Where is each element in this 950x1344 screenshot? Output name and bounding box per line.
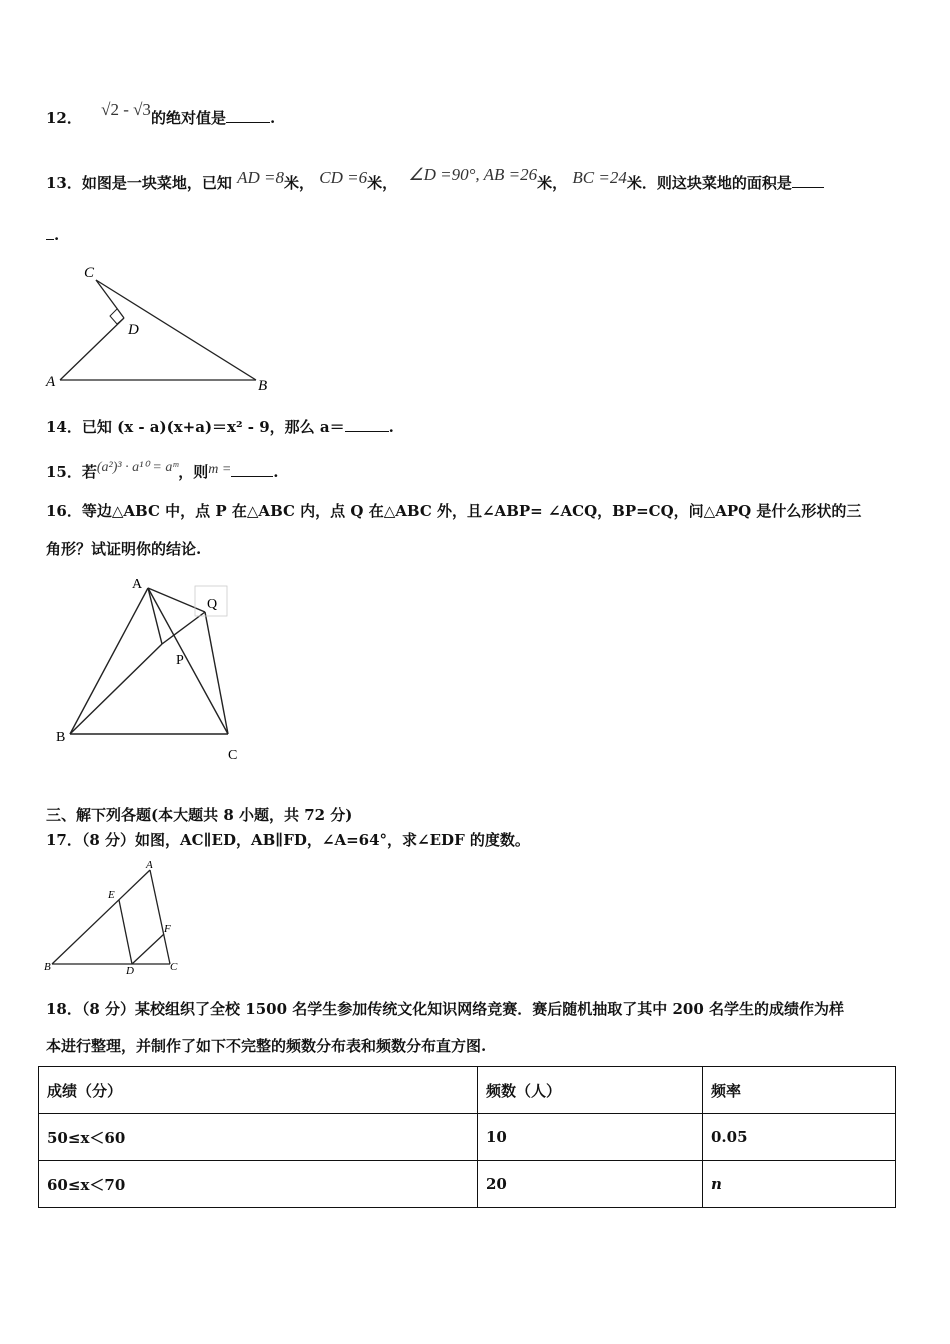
label-p: P — [176, 653, 184, 668]
table-row — [39, 1161, 896, 1208]
label-f: F — [164, 923, 171, 935]
q15-expression: (a²)³ · a¹⁰ = aᵐ — [96, 460, 179, 475]
figure-16 — [50, 572, 260, 768]
q13-unit-2: 米 — [367, 174, 383, 192]
table-cell: 60≤x＜70 — [39, 1161, 478, 1208]
q16-number: 16． — [46, 502, 82, 520]
q13-post: 米．则这块菜地的面积是 — [626, 174, 792, 192]
segment-df — [132, 934, 164, 964]
segment-ab — [52, 870, 150, 964]
label-c: C — [84, 265, 95, 281]
q15-answer-blank — [231, 476, 273, 477]
q13-unit-1: 米 — [284, 174, 300, 192]
segment-ac — [150, 870, 170, 964]
question-12 — [46, 100, 276, 128]
table-cell: 20 — [478, 1161, 703, 1208]
q13-sep-1: ， — [299, 174, 315, 192]
question-16-line2: 角形？试证明你的结论. — [46, 540, 202, 558]
label-a: A — [46, 374, 56, 390]
label-e: E — [108, 889, 115, 901]
question-15 — [46, 461, 279, 482]
q14-period: . — [388, 418, 394, 436]
q17-number: 17． — [46, 831, 82, 849]
q13-pre: 如图是一块菜地，已知 — [81, 174, 232, 192]
label-c: C — [170, 961, 178, 973]
segment-ed — [119, 900, 132, 964]
figure-17 — [40, 858, 190, 976]
q15-m: m = — [208, 462, 232, 477]
segment-cd — [96, 280, 124, 318]
segment-da — [60, 318, 124, 380]
q13-sep-2: ， — [382, 174, 398, 192]
label-c: C — [228, 748, 238, 763]
q15-pre: 若 — [81, 463, 97, 481]
table-row — [39, 1114, 896, 1161]
q13-answer-blank — [792, 187, 824, 188]
q18-number: 18． — [46, 1000, 82, 1018]
q13-cd: CD =6 — [319, 168, 368, 187]
q13-period: . — [54, 226, 60, 244]
q12-answer-blank — [226, 122, 270, 123]
q14-number: 14． — [46, 418, 82, 436]
question-18-line2: 本进行整理，并制作了如下不完整的频数分布表和频数分布直方图. — [46, 1037, 487, 1055]
label-b: B — [258, 378, 268, 394]
frequency-table — [38, 1066, 896, 1208]
segment-ab — [70, 588, 148, 734]
q13-bc: BC =24 — [572, 168, 627, 187]
q14-text: 已知 (x - a)(x+a)＝x² - 9，那么 a＝ — [81, 418, 345, 436]
question-17 — [46, 829, 530, 850]
table-cell: 50≤x＜60 — [39, 1114, 478, 1161]
question-13-cont — [46, 226, 59, 244]
question-16 — [46, 500, 861, 521]
table-cell: 0.05 — [703, 1114, 896, 1161]
q13-unit-3: 米 — [537, 174, 553, 192]
right-angle-mark — [110, 309, 124, 324]
label-d: D — [126, 965, 134, 976]
segment-qc — [205, 612, 228, 734]
table-cell: n — [703, 1161, 896, 1208]
table-header-row — [39, 1067, 896, 1114]
segment-aq — [148, 588, 205, 612]
q13-sep-3: ， — [552, 174, 568, 192]
q13-angle: ∠D =90°, AB =26 — [408, 165, 538, 184]
q12-number: 12． — [46, 109, 82, 127]
segment-bp — [70, 644, 162, 734]
table-header-cell: 频率 — [703, 1067, 896, 1114]
q16-line1: 等边△ABC 中，点 P 在△ABC 内，点 Q 在△ABC 外，且∠ABP= ∠ACQ，BP=CQ，问△APQ 是什么形状的三 — [81, 502, 862, 520]
q18-line1: （8 分）某校组织了全校 1500 名学生参加传统文化知识网络竞赛．赛后随机抽取了其中 200 名学生的成绩作为样 — [81, 1000, 844, 1018]
question-13 — [46, 165, 824, 193]
label-d: D — [128, 322, 139, 338]
section-3-title: 三、解下列各题(本大题共 8 小题，共 72 分) — [46, 806, 353, 824]
question-14 — [46, 416, 394, 437]
q15-number: 15． — [46, 463, 82, 481]
table-header-cell: 频数（人） — [478, 1067, 703, 1114]
question-18 — [46, 998, 844, 1019]
figure-13 — [40, 262, 280, 394]
label-a: A — [146, 859, 153, 871]
table-cell: 10 — [478, 1114, 703, 1161]
q12-period: . — [269, 109, 276, 127]
table-header-cell: 成绩（分） — [39, 1067, 478, 1114]
q14-answer-blank — [345, 431, 389, 432]
label-q: Q — [207, 597, 218, 612]
q13-number: 13． — [46, 174, 82, 192]
q15-period: . — [273, 463, 279, 481]
q13-ad: AD =8 — [237, 168, 285, 187]
q13-answer-blank-cont — [46, 239, 54, 240]
label-b: B — [44, 961, 51, 973]
label-b: B — [56, 730, 66, 745]
segment-bc — [96, 280, 256, 380]
q15-post: ，则 — [178, 463, 209, 481]
label-a: A — [132, 577, 143, 592]
segment-ap — [148, 588, 162, 644]
segment-pq — [162, 612, 205, 644]
q17-text: （8 分）如图，AC∥ED，AB∥FD，∠A=64°，求∠EDF 的度数。 — [81, 831, 530, 849]
q12-expression: √2 - √3 — [101, 100, 151, 119]
q12-text: 的绝对值是 — [150, 109, 226, 127]
